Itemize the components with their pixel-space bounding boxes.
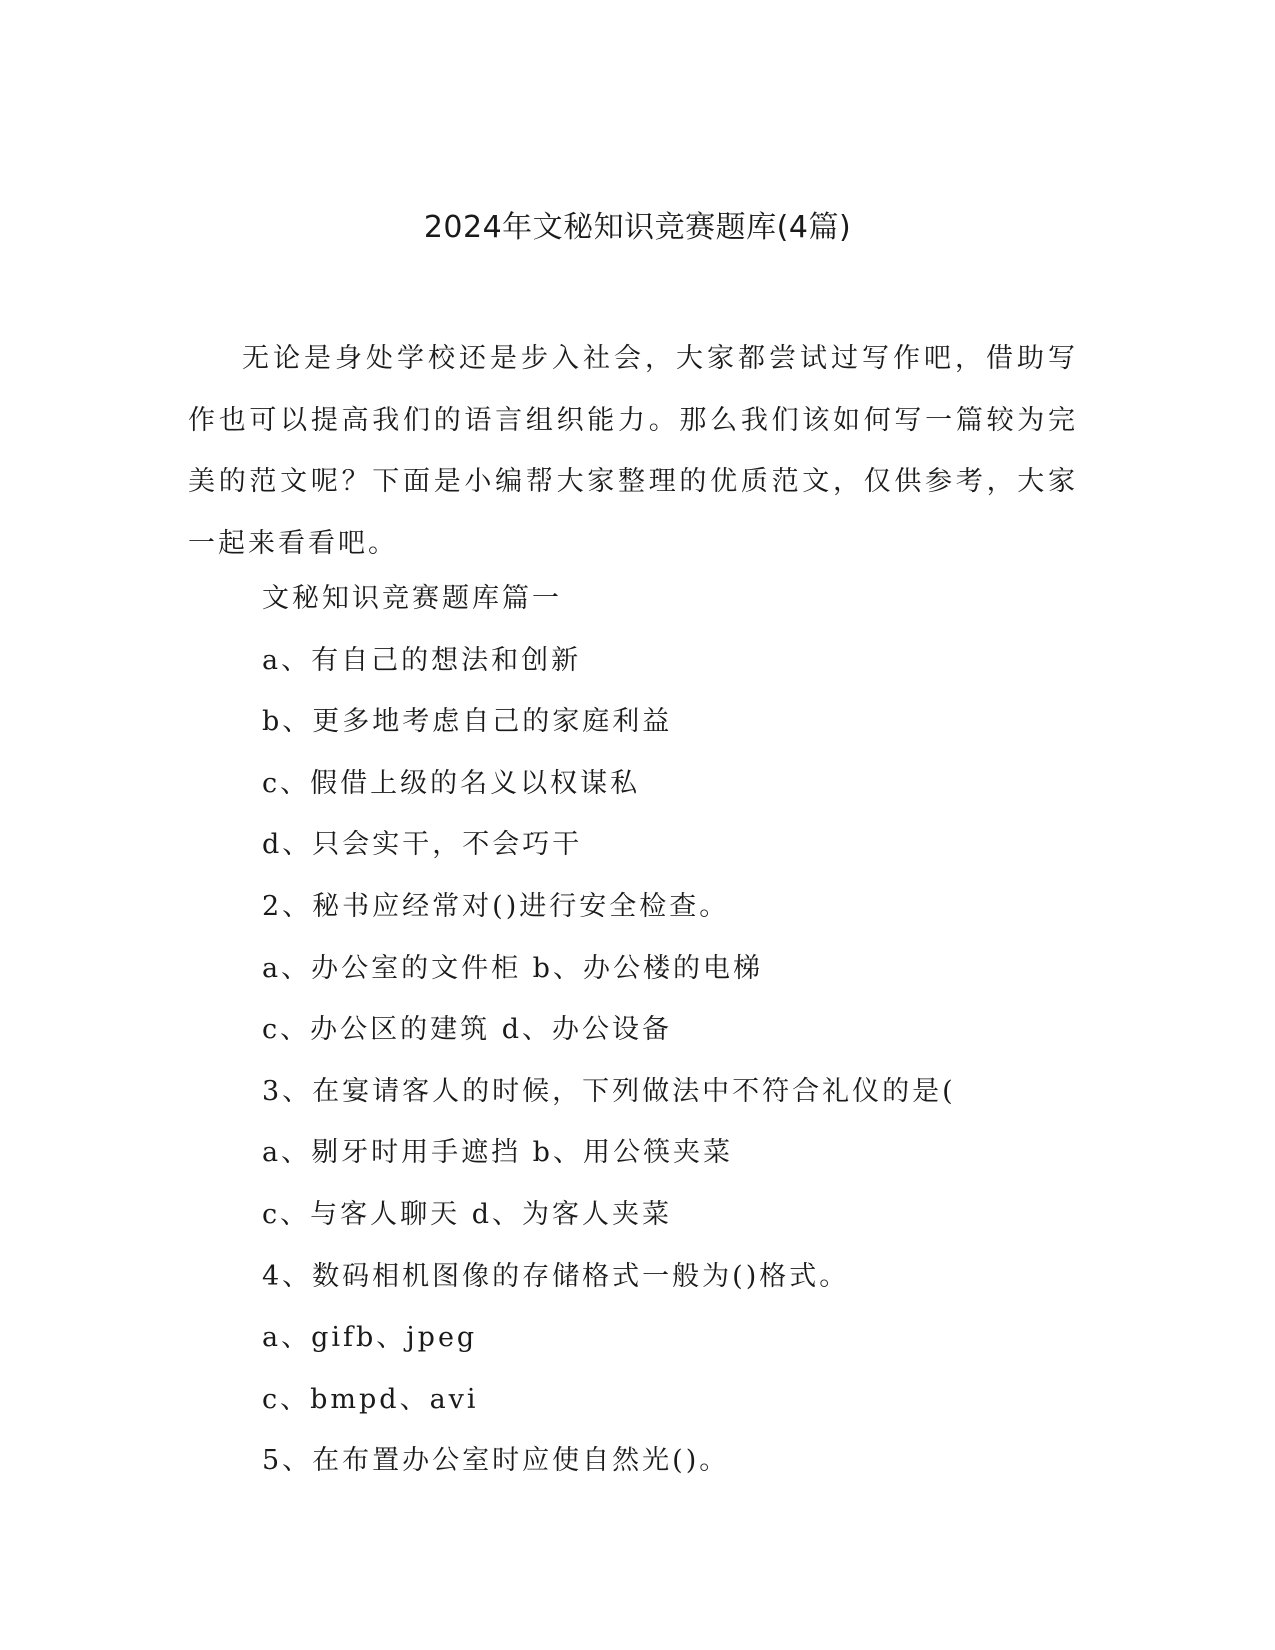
question-line: 5、在布置办公室时应使自然光()。 [262, 1445, 730, 1477]
document-title: 2024年文秘知识竞赛题库(4篇) [423, 210, 852, 245]
question-line: 4、数码相机图像的存储格式一般为()格式。 [262, 1260, 850, 1292]
option-line: c、办公区的建筑 d、办公设备 [262, 1014, 672, 1046]
option-line: c、与客人聊天 d、为客人夹菜 [262, 1198, 672, 1230]
option-line: c、bmpd、avi [262, 1383, 479, 1415]
option-line: a、剔牙时用手遮挡 b、用公筷夹菜 [262, 1137, 733, 1169]
section-heading: 文秘知识竞赛题库篇一 [262, 583, 562, 614]
option-line: a、gifb、jpeg [262, 1322, 478, 1354]
question-line: 3、在宴请客人的时候，下列做法中不符合礼仪的是( [262, 1075, 956, 1107]
option-line: a、有自己的想法和创新 [262, 644, 582, 676]
option-line: d、只会实干，不会巧干 [262, 829, 583, 861]
option-line: c、假借上级的名义以权谋私 [262, 767, 641, 799]
question-list [262, 568, 1082, 1492]
question-line: 2、秘书应经常对()进行安全检查。 [262, 890, 730, 922]
option-line: a、办公室的文件柜 b、办公楼的电梯 [262, 952, 763, 984]
option-line: b、更多地考虑自己的家庭利益 [262, 706, 673, 738]
intro-paragraph: 无论是身处学校还是步入社会，大家都尝试过写作吧，借助写作也可以提高我们的语言组织能力。那么我们该如何写一篇较为完美的范文呢？下面是小编帮大家整理的优质范文，仅供参考，大家一起来看看吧。 [188, 343, 1078, 559]
